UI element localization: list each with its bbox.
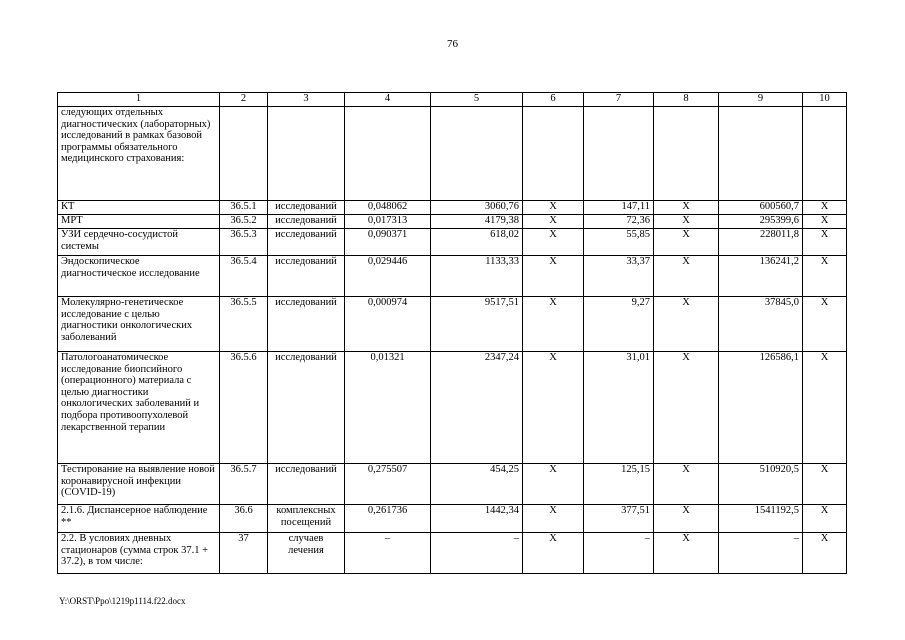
header-cell: 4 <box>345 93 431 107</box>
table-cell: 147,11 <box>584 201 654 215</box>
table-cell <box>268 107 345 201</box>
table-cell <box>523 107 584 201</box>
table-cell: 1442,34 <box>431 505 523 533</box>
table-cell: следующих отдельных диагностических (лабораторных) исследований в рамках базовой программы обязательного медицинского страхования: <box>58 107 220 201</box>
table-cell <box>584 107 654 201</box>
table-cell: – <box>719 533 803 574</box>
table-row <box>58 229 847 256</box>
table-cell: 0,090371 <box>345 229 431 256</box>
table-cell: Х <box>654 464 719 505</box>
table-cell: 618,02 <box>431 229 523 256</box>
table-cell: 36.5.4 <box>220 256 268 297</box>
table-cell: УЗИ сердечно-сосудистой системы <box>58 229 220 256</box>
table-cell: 36.5.6 <box>220 352 268 464</box>
table-cell: 9517,51 <box>431 297 523 352</box>
table-cell: Х <box>654 352 719 464</box>
table-cell: Х <box>523 352 584 464</box>
table-cell: Х <box>803 201 847 215</box>
file-path-footer: Y:\ORST\Ppo\1219p1114.f22.docx <box>59 596 186 606</box>
table-cell: Х <box>803 297 847 352</box>
header-cell: 6 <box>523 93 584 107</box>
table-cell: 0,017313 <box>345 215 431 229</box>
table-cell: 3060,76 <box>431 201 523 215</box>
table-cell: Х <box>523 201 584 215</box>
table-cell: исследований <box>268 256 345 297</box>
table-cell: Х <box>803 352 847 464</box>
table-cell: 0,000974 <box>345 297 431 352</box>
table-cell: 0,048062 <box>345 201 431 215</box>
table-cell: исследований <box>268 297 345 352</box>
table-cell <box>431 107 523 201</box>
table-cell <box>654 107 719 201</box>
table-cell: 36.5.7 <box>220 464 268 505</box>
table-cell: Молекулярно-генетическое исследование с целью диагностики онкологических заболеваний <box>58 297 220 352</box>
table-cell: Х <box>654 505 719 533</box>
table-cell: Х <box>523 256 584 297</box>
table-cell: 454,25 <box>431 464 523 505</box>
table-cell: 31,01 <box>584 352 654 464</box>
table-cell: – <box>584 533 654 574</box>
table-cell: 0,275507 <box>345 464 431 505</box>
table-cell: 295399,6 <box>719 215 803 229</box>
table-cell: 36.5.3 <box>220 229 268 256</box>
header-cell: 3 <box>268 93 345 107</box>
table-row <box>58 201 847 215</box>
table-cell: Х <box>523 215 584 229</box>
table-cell: 72,36 <box>584 215 654 229</box>
header-cell: 5 <box>431 93 523 107</box>
table-row <box>58 215 847 229</box>
header-cell: 8 <box>654 93 719 107</box>
table-row <box>58 256 847 297</box>
table-cell: КТ <box>58 201 220 215</box>
table-cell: исследований <box>268 201 345 215</box>
table-cell: – <box>345 533 431 574</box>
table-cell: 2.2. В условиях дневных стационаров (сумма строк 37.1 + 37.2), в том числе: <box>58 533 220 574</box>
table-cell: 9,27 <box>584 297 654 352</box>
table-cell: 510920,5 <box>719 464 803 505</box>
table-row <box>58 107 847 201</box>
table-cell: 1541192,5 <box>719 505 803 533</box>
table-row <box>58 505 847 533</box>
table-cell: Х <box>803 256 847 297</box>
table-row <box>58 297 847 352</box>
table-cell: – <box>431 533 523 574</box>
page-number: 76 <box>447 38 458 50</box>
table-cell: Х <box>654 297 719 352</box>
table-cell: Х <box>523 505 584 533</box>
table-cell: 36.5.2 <box>220 215 268 229</box>
table-row <box>58 464 847 505</box>
table-cell: 600560,7 <box>719 201 803 215</box>
table-cell <box>345 107 431 201</box>
table-cell: Х <box>523 229 584 256</box>
table-cell: Патологоанатомическое исследование биопсийного (операционного) материала с целью диагностики онкологических заболеваний и подбора противоопухолевой лекарственной терапии <box>58 352 220 464</box>
table-cell <box>719 107 803 201</box>
table-cell: 55,85 <box>584 229 654 256</box>
table-cell: МРТ <box>58 215 220 229</box>
table-cell: 136241,2 <box>719 256 803 297</box>
header-cell: 10 <box>803 93 847 107</box>
table-cell: Эндоскопическое диагностическое исследование <box>58 256 220 297</box>
table-cell: 377,51 <box>584 505 654 533</box>
data-table <box>57 92 847 574</box>
table-cell: Х <box>803 215 847 229</box>
table-cell: 1133,33 <box>431 256 523 297</box>
table-cell: 36.5.1 <box>220 201 268 215</box>
header-cell: 1 <box>58 93 220 107</box>
table-cell: 125,15 <box>584 464 654 505</box>
table-cell: 0,261736 <box>345 505 431 533</box>
table-cell: 37 <box>220 533 268 574</box>
table-row <box>58 533 847 574</box>
table-cell: Х <box>803 505 847 533</box>
table-cell: Х <box>654 533 719 574</box>
table-cell: исследований <box>268 229 345 256</box>
table-row <box>58 352 847 464</box>
table-cell: 37845,0 <box>719 297 803 352</box>
table-cell: исследований <box>268 215 345 229</box>
table-cell: комплексных посещений <box>268 505 345 533</box>
table-cell: 2.1.6. Диспансерное наблюдение ** <box>58 505 220 533</box>
table-cell: Х <box>654 229 719 256</box>
table-cell: Х <box>523 464 584 505</box>
table-cell: 228011,8 <box>719 229 803 256</box>
table-cell: Тестирование на выявление новой коронавирусной инфекции (COVID-19) <box>58 464 220 505</box>
table-cell: Х <box>803 464 847 505</box>
table-cell: 0,029446 <box>345 256 431 297</box>
header-cell: 7 <box>584 93 654 107</box>
header-cell: 9 <box>719 93 803 107</box>
header-cell: 2 <box>220 93 268 107</box>
table-cell: Х <box>523 533 584 574</box>
table-cell: Х <box>654 215 719 229</box>
table-cell: Х <box>803 533 847 574</box>
table-cell: 4179,38 <box>431 215 523 229</box>
table-cell <box>220 107 268 201</box>
table-cell: исследований <box>268 464 345 505</box>
table-cell: случаев лечения <box>268 533 345 574</box>
table-cell: Х <box>523 297 584 352</box>
table-cell: 0,01321 <box>345 352 431 464</box>
header-row <box>58 93 847 107</box>
table-cell: 126586,1 <box>719 352 803 464</box>
table-cell: Х <box>803 229 847 256</box>
table-cell: 36.5.5 <box>220 297 268 352</box>
table-cell: исследований <box>268 352 345 464</box>
table-cell: 33,37 <box>584 256 654 297</box>
table-cell: 36.6 <box>220 505 268 533</box>
table-cell: 2347,24 <box>431 352 523 464</box>
table-cell: Х <box>654 201 719 215</box>
table-cell: Х <box>654 256 719 297</box>
table-cell <box>803 107 847 201</box>
